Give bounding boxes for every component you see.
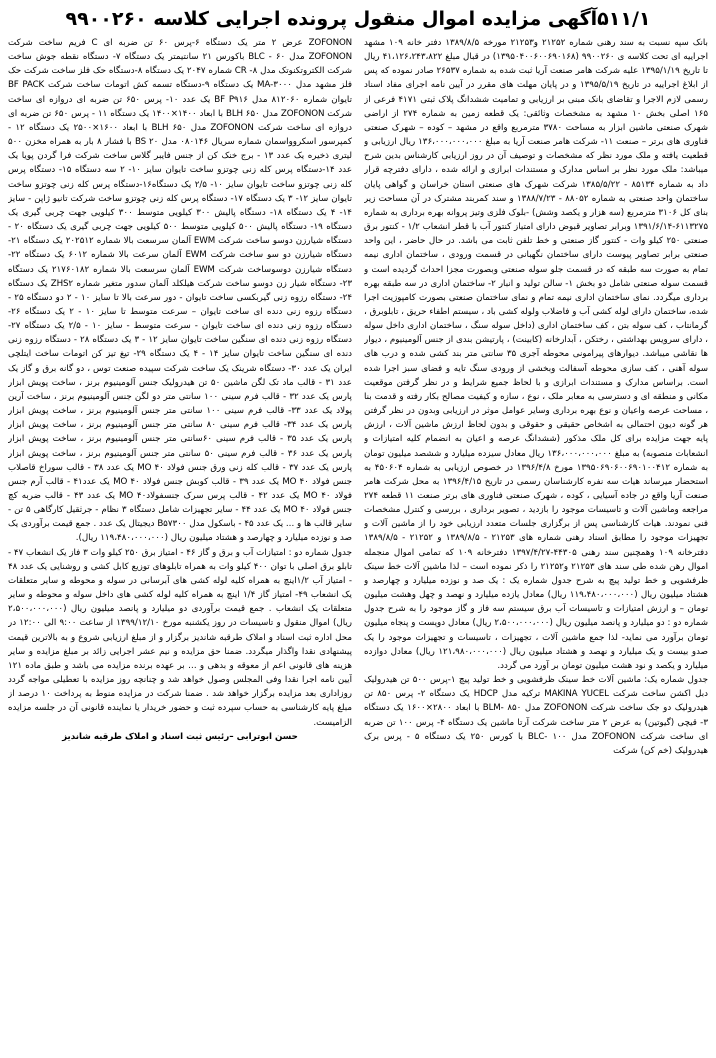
left-column bbox=[8, 36, 352, 1056]
signature-line: حسن ابوترابی –رئیس ثبت اسناد و املاک طرقبه شاندیز bbox=[62, 731, 298, 742]
notice-columns bbox=[8, 36, 708, 1056]
right-column bbox=[364, 36, 708, 1056]
right-paragraph-2: جدول شماره یک: ماشین آلات خط سینک ظرفشویی و خط تولید پیچ ۱-پرس ۵۰۰ تن هیدرولیک دبل اکشن ساخت شرکت MAKINA YUCEL ترکیه مدل HDCP یک دستگاه ۲- پرس ۸۵۰ تن هیدرولیک دو جک ساخت شرکت ZOFONON مدل ۸۵۰ -BLM با ابعاد ۲۸۰۰×۱۶۰۰ یک دستگاه ۳- قیچی (گیوتین) به عرض ۲ متر ساخت شرکت آرتا ماشین یک دستگاه ۴- پرس ۱۰۰ تن ضربه ای ساخت شرکت ZOFONON مدل ۱۰۰ -BLC با کورس ۲۵۰ یک دستگاه ۵ - پرس برک هیدرولیک (خم کن) شرکت bbox=[364, 675, 708, 756]
left-paragraph-2: جدول شماره دو : امتیازات آب و برق و گاز ۴۶ - امتیاز برق ۲۵۰ کیلو وات ۳ فاز یک انشعاب ۴۷ - تابلو برق اصلی با توان ۴۰۰ کیلو وات به همراه تابلوهای توزیع کابل کشی و روشنایی یک عدد ۴۸ - امتیاز آب ۱/۲اینچ به همراه کلیه لوله کشی های آبرسانی در سوله و محوطه و سایر متعلقات یک انشعاب ۴۹- امتیاز گاز ۱/۴ اینچ به همراه کلیه لوله کشی های داخل سوله و محوطه و سایر متعلقات یک انشعاب . جمع قیمت برآوردی دو میلیارد و پانصد میلیون ریال (۲،۵۰۰،۰۰۰،۰۰۰ ریال) اموال منقول و تاسیسات در روز یکشنبه مورخ ۱۳۹۹/۱۲/۱۰ از ساعت ۹:۰۰ الی ۱۲:۰۰ در محل اداره ثبت اسناد و املاک طرقبه شاندیز برگزار و از مبلغ ارزیابی شروع و به بالاترین قیمت پیشنهادی نقدا واگذار میگردد. ضمنا حق مزایده و نیم عشر اجرایی زائد بر مبلغ مزایده و سایر هزینه های قانونی اعم از معوقه و بدهی و … بر عهده برنده مزایده می باشد و طبق ماده ۱۲۱ آیین نامه اجرا نقدا وفی المجلس وصول خواهد شد و چنانچه روز مزایده با تعطیلی مواجه گردد روزاداری بعد مزایده برگزار خواهد شد . ضمنا شرکت در مزایده منوط به پرداخت ۱۰ درصد از مبلغ پایه کارشناسی به حساب سپرده ثبت و حضور خریدار یا نماینده قانونی آن در جلسه مزایده الزامیست. bbox=[8, 547, 352, 728]
left-paragraph-1: ZOFONON عرض ۲ متر یک دستگاه ۶-پرس ۶۰ تن ضربه ای C فریم ساخت شرکت ZOFONON مدل ۶۰ - BLC باکورس ۲۱ سانتیمتر یک دستگاه ۷- دستگاه نقطه جوش ساخت شرکت الکتروتکنوتک مدل ۸- CR شماره ۲۰۴۷ یک دستگاه ۸-دستگاه حک فلز ساخت شرکت حک فلز مشهد مدل ۳۰۰۰-MA یک دستگاه ۹-دستگاه تسمه کش اتومات ساخت شرکت BF PACK تایوان شماره ۸۱۲۰۶۰ مدل BF P۹۱۶ یک عدد ۱۰- پرس ۶۵۰ تن ضربه ای دروازه ای ساخت شرکت ZOFONON مدل BLH ۶۵۰ با ابعاد ۱۴۰۰×۱۴۰۰ یک دستگاه ۱۱ - پرس ۶۵۰ تن ضربه ای دروازه ای ساخت شرکت ZOFONON مدل BLH ۶۵۰ با ابعاد ۱۶۰۰×۲۵۰۰ یک دستگاه ۱۲ - کمپرسور اسکروواسمان شماره سریال ۰۸۰۱۴۶ مدل BS ۲۰ با فشار ۸ بار به همراه مخزن ۵۰۰ لیتری ذخیره یک عدد ۱۳ - برج خنک کن از جنس فایبر گلاس ساخت شرکت فرا گردن پویا یک عدد ۱۴-دستگاه پرس کله زنی چوتزو ساخت تایوان سایز ۱۰- ۲ سه دستگاه ۱۵- دستگاه پرس کله زنی چوتزو ساخت تایوان سایز ۱۰- ۲/۵ یک دستگاه۱۶-دستگاه پرس کله زنی چوتزو ساخت تایوان سایز ۱۲- ۳ یک دستگاه ۱۷- دستگاه پرس کله زنی چوتزو ساخت شرکت تانیو ژاپن - سایز ۱۴- ۴ یک دستگاه ۱۸- دستگاه پالیش ۳۰۰ کیلویی متوسط ۳۰۰ کیلویی جهت چربی گیری یک دستگاه ۱۹- دستگاه پالیش ۵۰۰ کیلویی متوسط ۵۰۰ کیلویی جهت چربی گیری یک دستگاه ۲۰ - دستگاه شیارزن دوسو ساخت شرکت EWM آلمان سرسعت بالا شماره ۲۰۲۵۱۲ یک دستگاه ۲۱- دستگاه شیارزن دو سو ساخت شرکت EWM آلمان سرعت بالا شماره ۶۰۱۲ یک دستگاه ۲۲- دستگاه شیارزن دوسوساخت شرکت EWM آلمان سرسعت بالا شماره ۲۱۷۶۰۱۸۲ یک دستگاه ۲۳- دستگاه شیار زن دوسو ساخت شرکت هیلکلد آلمان سدور متغیر شماره ZHS۲ یک دستگاه ۲۴- دستگاه رزوه زنی گیربکسی ساخت تایوان - دور سرعت بالا تا سایز ۱۰ - ۲ دو دستگاه ۲۵ - دستگاه رزوه زنی دنده ای ساخت تایوان – سرعت متوسط تا سایز ۱۰ - ۲ یک دستگاه ۲۶- دستگاه رزوه زنی دنده ای ساخت تایوان - سرعت متوسط - سایز ۱۰ - ۲/۵ یک دستگاه ۲۷- دستگاه رزوه زنی دنده ای سنگین ساخت تایوان سایز ۱۲ - ۳ یک دستگاه ۲۸ - دستگاه رزوه زنی دنده ای سنگین ساخت تایوان سایز ۱۴ - ۴ یک دستگاه ۲۹- تیغ تیز کن اتومات ساخت ایتلچی ایران یک عدد ۳۰- دستگاه شرینک یک ساخت شرکت سپیده صنعت توس ، دو گانه برق و گاز یک عدد ۳۱ - قالب ماد تک لگن ماشین ۵۰ تن هیدرولیک جنس آلومینیوم برنز ، ساخت پویش ابزار پارس یک عدد ۳۲ - قالب فرم سینی ۱۰۰ سانتی متر دو لگن جنس آلومینیوم برنز ، ساخت آرین پولاد یک عدد ۳۳- قالب فرم سینی ۱۰۰ سانتی متر جنس آلومینیوم برنز ، ساخت پویش ابزار پارس یک عدد ۳۴- قالب فرم سینی ۸۰ سانتی متر جنس آلومینیوم برنز ، ساخت پویش ابزار پارس یک عدد ۳۵ - قالب فرم سینی ۶۰سانتی متر جنس آلومینیوم برنز ، ساخت پویش ابزار پارس یک عدد ۳۶ - قالب فرم سینی ۵۰ سانتی متر جنس آلومینیوم برنز ، ساخت پویش ابزار پارس یک عدد ۳۷ - قالب کله زنی ورق جنس فولاد MO ۴۰ یک عدد ۳۸ - قالب سوراخ قاصلاب جنس فولاد MO ۴۰ یک عدد ۳۹ - قالب کوبش جنس فولاد MO ۴۰ یک عدد۴۱ - قالب آرم جنس فولاد MO ۴۰ یک عدد ۴۲ - قالب پرس سرک جنسفولادMO ۴۰ یک عدد ۴۳ - قالب ضربه کچ جنس فولاد MO ۴۰ یک عدد ۴۴ - سایر تجهیزات شامل دستگاه ۳ نظام - جرثقیل کارگاهی ۵ تن - سایر قالب ها و ... یک عدد ۴۵ - باسکول مدل B۵۷۳۰۰ دیجیتال یک عدد . جمع قیمت برآوردی یک صد و نوزده میلیارد و چهارصد و هشتاد میلیون ریال (۱۱۹،۴۸۰،۰۰۰،۰۰۰ ریال). bbox=[8, 38, 352, 544]
right-paragraph-1: بانک سپه نسبت به سند رهنی شماره ۲۱۲۵۲ و۲۱۲۵۳ مورخه ۱۳۸۹/۸/۵ دفتر خانه ۱۰۹ مشهد اجراییه ای تحت کلاسه ی ۹۹۰۰۲۶۰ (۱۳۹۵۰۴۰۰۶۰۰۶۹۰۱۶۸) در قبال مبلغ ۴۱،۱۲۶،۲۴۳،۸۲۲ ریال تا تاریخ ۱۳۹۵/۱/۱۹ علیه شرکت هامر صنعت آریا ثبت شده به شماره ۲۶۵۳۷ صادر نموده که پس از ابلاغ اجراییه در تاریخ ۱۳۹۵/۵/۱۹ و در پایان مهلت های مقرر در آیین نامه اجرای مفاد اسناد رسمی لازم الاجرا و تقاضای بانک مبنی بر ارزیابی و تمامیت ششدانگ پلاک ثبتی ۴۱۷۱ فرعی از ۱۶۵ اصلی بخش ۱۰ مشهد به مشخصات وثائقی: یک قطعه زمین به شماره ۲۷۴ از اراضی شهرک صنعتی ماشین ابزار به مساحت ۳۷۸۰ مترمربع واقع در مشهد – کوده – شهرک صنعتی فناوری های برتر – صنعت ۱۱- شرکت هامر صنعت آریا به مبلغ ۱۳۶،۰۰۰،۰۰۰،۰۰۰ ریال ارزیابی و قطعیت یافته و ملک مورد نظر که مشخصات و توصیف آن در روز ارزیابی کارشناس بدین شرح میباشد: ملک مورد نظر بر اساس مدارک و مستندات ابرازی و ارائه شده ، دارای دفترچه قرار داد به شماره ۸۵۱۳۴ - ۱۳۸۵/۵/۲۲ شرکت شهرک های صنعتی استان خراسان و گواهی پایان ساختمان واحد صنعتی به شماره ۸۸۰۵۲ - ۱۳۸۸/۷/۲۳ و سند کمربند مشترک در آن مساحت زیر بنای کل ۳۱۰۶ مترمربع (سه هزار و یکصد وشش) -بلوک فلزی وتیز پروانه بهره برداری به شماره ۶۱۱۳۲۷۵-۱۳۹۱/۶/۱۴ وبرابر تصاویر قبوض دارای امتیاز کنتور آب با قطر انشعاب ۱/۲ - کنتور برق صنعتی ۲۵۰ کیلو وات - کنتور گاز صنعتی و خط تلفن ثابت می باشد. در حال حاضر ، این واحد صنعتی برابر تصاویر پیوست دارای ساختمان نگهبانی در قسمت ورودی ، ساختمان اداری نیمه تمام به صورت سه طبقه که در قسمت جلو سوله صنعتی وبصورت مجزا احداث گردیده است و قسمت سوله صنعتی شامل دو بخش ۱- سالن تولید و انبار ۲- ساختمان اداری در سه طبقه بهره برداری میگردد. نمای ساختمان اداری نیمه تمام و نمای ساختمان صنعتی بصورت کامپوزیت اجرا شده، ساختمان دارای لوله کشی آب و فاضلاب ولوله کشی باد ، سیستم اطفاء حریق ، تابلوبرق ، گرمانتاب ، کف سوله بتن ، کف ساختمان اداری (داخل سوله سنگ ، ساختمان اداری داخل سوله ، دارای سرویس بهداشتی ، رختکن ، آبدارخانه (کابینت) ، پارتیشن بندی از جنس آلومینیوم ، دیوار ها نقاشی میباشد. دیوارهای پیرامونی محوطه آجری ۳۵ سانتی متر بند کشی شده و درب های سوله آهنی ، کف سازی محوطه آسفالت وبخشی از ورودی سنگ تایه و فضای سبز اجرا شده است. براساس مدارک و مستندات ابرازی و با لحاظ جمیع شرایط و در نظر گرفتن موقعیت مکانی و منطقه ای و دسترسی به معابر ملک ، نوع ، سازه و کیفیت مصالح بکار رفته و قدمت بنا ، مساحت عرصه واعیان و نوع بهره برداری وسایر عوامل موثر در ارزیابی وبدون در نظر گرفتن هر گونه دیون احتمالی به اشخاص حقیقی و حقوقی و بدون لحاظ ارزش ماشین آلات ، ارزش پایه جهت مزایده برای کل ملک مذکور (ششدانگ عرصه و اعیان به انضمام کلیه امتیازات و انشعابات منصوبه) به مبلغ ۱۳۶،۰۰۰،۰۰۰،۰۰۰ ریال معادل سیزده میلیارد و ششصد میلیون تومان به شماره ۱۳۹۵۰۶۹۰۶۰۰۶۹۰۱۰۰۴۱۲ مورخ ۱۳۹۶/۴/۸ در خصوص ارزیابی به شماره ۴۵۰۶۰۴ به استحضار میرساند هیات سه نفره کارشناسان رسمی در تاریخ ۱۳۹۶/۴/۱۵ به محل شرکت هامر صنعت آریا واقع در جاده آسیایی ، کوده ، شهرک صنعتی فناوری های برتر صنعت ۱۱ قطعه ۲۷۴ مراجعه وماشین آلات و تاسیسات موجود را بازدید ، تصویر برداری ، بررسی و کنترل مشخصات فنی نمودند. هیات کارشناسی پس از برگزاری جلسات متعدد ارزیابی خود را از ماشین آلات و تجهیزات موجود را مطابق اسناد رهنی شماره های ۲۱۲۵۳ - ۱۳۸۹/۸/۵ و ۲۱۲۵۲ - ۱۳۸۹/۸/۵ دفترخانه ۱۰۹ وهمچنین سند رهنی ۴۴۳۰۵-۱۳۹۷/۴/۲۷ دفترخانه ۱۰۹ که تمامی اموال منجمله اموال رهن شده طی سند های ۲۱۲۵۳ و۲۱۲۵۲ را ذکر نموده است – لذا ماشین آلات خط سینک ظرفشویی و خط تولید پیچ به شرح جدول شماره یک : یک صد و نوزده میلیارد و چهارصد و هشتاد میلیون ریال (۱۱۹،۴۸۰،۰۰۰،۰۰۰ ریال) معادل یازده میلیارد و نهصد و چهل وهشت میلیون تومان – و ارزش امتیازات و تاسیسات آب برق سیستم سه فاز و گاز موجود را به شرح جدول شماره دو : دو میلیارد و پانصد میلیون ریال (۲،۵۰۰،۰۰۰،۰۰۰ ریال) معادل دویست و پنجاه میلیون تومان برآورد می نماید- لذا جمع ماشین آلات ، تجهیزات ، تاسیسات و تجهیزات موجود را یک صدو بیست و یک میلیارد و نهصد و هشتاد میلیون ریال (۱۲۱،۹۸۰،۰۰۰،۰۰۰ ریال) معادل دوازده میلیارد و یکصد و نود هشت میلیون تومان بر آورد می گردد. bbox=[364, 38, 708, 671]
notice-title: ۵۱۱/۱آگهی مزایده اموال منقول پرونده اجرایی کلاسه ۹۹۰۰۲۶۰ bbox=[65, 8, 651, 30]
